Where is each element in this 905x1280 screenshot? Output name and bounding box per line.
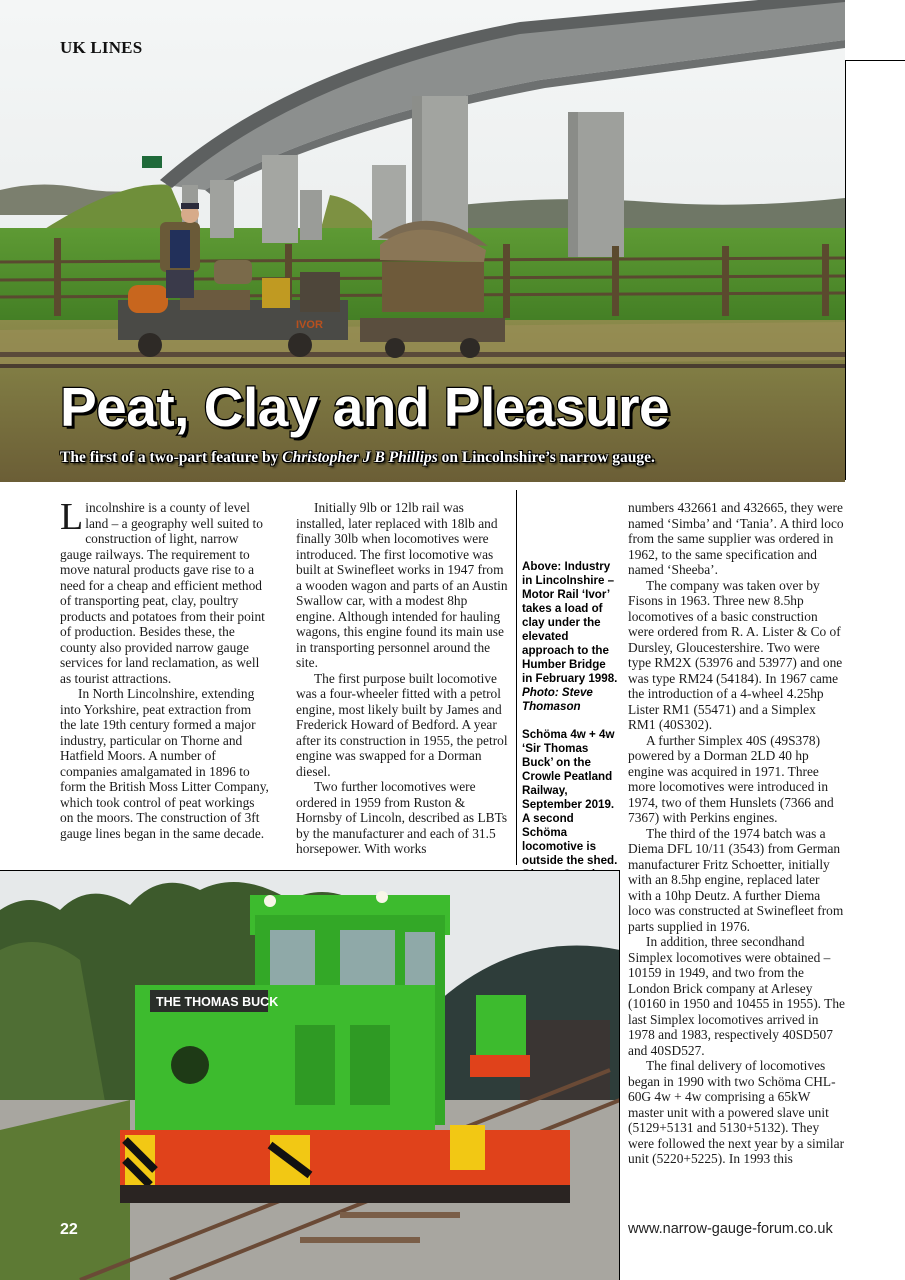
- paragraph: The third of the 1974 batch was a Diema DFL 10/11 (3543) from German manufacturer Fritz Schoetter, initially with an 8.5hp engine, replaced later with a 10hp Deutz. A further Diema loco was constructed at Swinefleet from parts supplied in 1976.: [628, 825, 844, 934]
- paragraph: numbers 432661 and 432665, they were named ‘Simba’ and ‘Tania’. A third loco from the same supplier was ordered in 1962, to the same specification and named ‘Sheeba’.: [628, 500, 844, 577]
- caption-divider: [516, 490, 517, 865]
- paragraph: A further Simplex 40S (49S378) powered by a Dorman 2LD 40 hp engine was acquired in 1971. Three more locomotives were introduced in 1974, two of them Hunslets (7366 and 7367) with Perkins engines.: [628, 732, 834, 825]
- photo-captions: [522, 560, 618, 910]
- paragraph: The company was taken over by Fisons in 1963. Three new 8.5hp locomotives of a basic construction were ordered from R. A. Lister & Co of Dursley, Gloucestershire. Two were type RM2X (53976 and 53977) and one was type RM24 (54184). In 1967 came the introduction of a 4-wheel 4.25hp Lister RM1 (55471) and a Simplex RM1 (40S302).: [628, 577, 843, 732]
- section-label: UK LINES: [60, 38, 143, 57]
- caption-photo2: Schöma 4w + 4w ‘Sir Thomas Buck’ on the Crowle Peatland Railway, September 2019. A second Schöma locomotive is outside the shed.: [522, 728, 618, 896]
- loco-plate-ivor: IVOR: [296, 319, 323, 331]
- standfirst-outro: on Lincolnshire’s narrow gauge.: [437, 449, 655, 466]
- drop-cap: L: [60, 496, 84, 538]
- article-column-2: [296, 500, 508, 857]
- author-name: Christopher J B Phillips: [282, 449, 438, 466]
- paragraph: Initially 9lb or 12lb rail was installed, later replaced with 18lb and finally 30lb when locomotives were introduced. The first locomotive was built at Swinefleet works in 1947 from a wooden wagon and parts of an Austin Swallow car, with a modest 8hp engine. Although intended for hauling wagons, this engine found its main use in transporting personnel around the site.: [296, 500, 508, 670]
- article-headline: Peat, Clay and Pleasure: [60, 376, 670, 438]
- page-number: 22: [60, 1221, 78, 1238]
- standfirst-intro: The first of a two-part feature by: [60, 449, 283, 466]
- paragraph: In addition, three secondhand Simplex locomotives were obtained – 10159 in 1949, and two from the London Brick company at Arlesey (10160 in 1950 and 10455 in 1955). The last Simplex locomotives arrived in 1978 and 1983, respectively 40SD507 and 40SD527.: [628, 934, 845, 1058]
- standfirst: [60, 449, 655, 467]
- paragraph: In North Lincolnshire, extending into Yorkshire, peat extraction from the late 19th century formed a major industry, particular on Thorne and Hatfield Moors. A number of companies amalgamated in 1896 to form the British Moss Litter Company, which took control of peat workings on the moors. The construction of 3ft gauge lines began in the same decade.: [60, 686, 269, 841]
- paragraph: The final delivery of locomotives began in 1990 with two Schöma CHL-60G 4w + 4w comprising a 65kW master unit with a powered slave unit (5129+5131 and 5130+5132). They were followed the next year by a similar unit (5220+5225). In 1993 this: [628, 1058, 845, 1166]
- loco-nameplate: THE THOMAS BUCK: [156, 995, 279, 1009]
- article-column-1: [60, 496, 270, 841]
- photo-credit: Photo: Steve Thomason: [522, 686, 593, 713]
- photo-border: [0, 870, 620, 1280]
- article-column-3: [628, 500, 846, 1167]
- edge-rule-top: [845, 60, 905, 61]
- paragraph: The first purpose built locomotive was a four-wheeler fitted with a petrol engine, most likely built by James and Frederick Howard of Bedford. A year after its construction in 1955, the petrol engine was swapped for a Dorman diesel.: [296, 670, 508, 779]
- paragraph: Lincolnshire is a county of level land – a geography well suited to construction of light, narrow gauge railways. The requirement to move natural products gave rise to a need for a cheap and efficient method of transporting peat, clay, poultry products and potatoes from their point of production. Besides these, the county also provided narrow gauge services for land reclamation, as well as tourist attractions.: [60, 496, 265, 686]
- paragraph: Two further locomotives were ordered in 1959 from Ruston & Hornsby of Lincoln, described as LBTs by the manufacturer and each of 31.5 horsepower. With works: [296, 779, 508, 856]
- edge-rule: [845, 60, 846, 480]
- footer-website[interactable]: www.narrow-gauge-forum.co.uk: [628, 1221, 833, 1237]
- caption-hero: Above: Industry in Lincolnshire – Motor Rail ‘Ivor’ takes a load of clay under the elevated approach to the Humber Bridge in February 1998. Photo: Steve Thomason: [522, 560, 618, 713]
